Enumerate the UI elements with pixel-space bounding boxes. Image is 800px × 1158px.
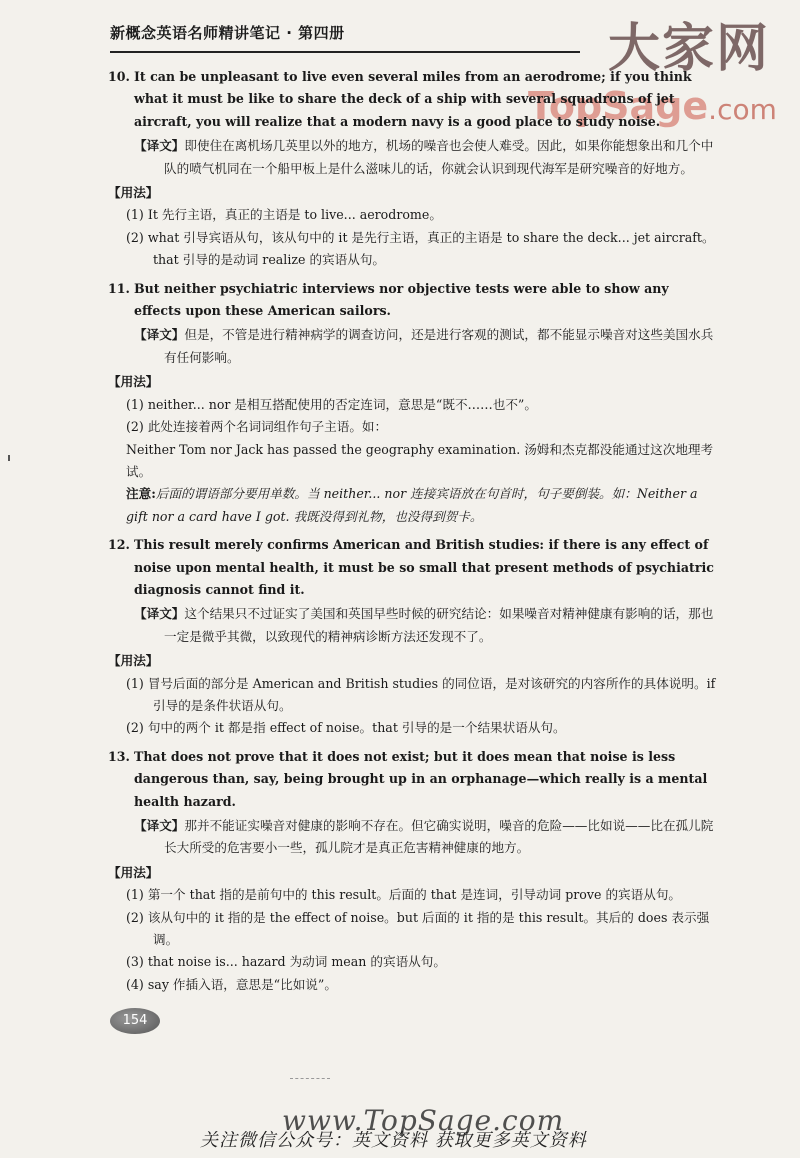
translation-label: 【译文】 (134, 327, 185, 343)
usage-item: (2) 该从句中的 it 指的是 the effect of noise。but 后面的 it 指的是 this result。其后的 does 表示强调。 (126, 909, 710, 948)
watermark-logo-en-text: TopSage (528, 84, 709, 128)
watermark-logo-suffix: .com (708, 93, 777, 126)
scan-mark (8, 455, 10, 461)
usage-heading: 【用法】 (108, 653, 159, 669)
sentence (108, 534, 720, 601)
usage-item: (1) 冒号后面的部分是 American and British studies 的同位语，是对该研究的内容所作的具体说明。if 引导的是条件状语从句。 (126, 675, 716, 713)
usage-item: (2) what 引导宾语从句，该从句中的 it 是先行主语，真正的主语是 to share the deck... jet aircraft。that 引导的是动词 realize 的宾语从句。 (126, 229, 715, 268)
translation-label: 【译文】 (134, 606, 185, 622)
note (126, 483, 720, 528)
divider (290, 1078, 330, 1079)
page-content (108, 66, 720, 996)
sentence-text: That does not prove that it does not exist; but it does mean that noise is less dangerous than, say, being brought up in an orphanage—which really is a mental health hazard. (134, 748, 708, 809)
translation-label: 【译文】 (134, 138, 185, 154)
usage-list (126, 673, 720, 740)
usage-item: (1) 第一个 that 指的是前句中的 this result。后面的 that 是连词，引导动词 prove 的宾语从句。 (126, 887, 682, 903)
translation-text: 这个结果只不过证实了美国和英国早些时候的研究结论：如果噪音对精神健康有影响的话，那也一定是微乎其微，以致现代的精神病诊断方法还发现不了。 (164, 606, 714, 644)
usage-item: (4) say 作插入语，意思是“比如说”。 (126, 976, 337, 992)
sentence-number: 12. (108, 537, 130, 553)
running-header: 新概念英语名师精讲笔记 · 第四册 (110, 22, 580, 53)
usage-item: (2) 此处连接着两个名词词组作句子主语。如： (126, 419, 388, 435)
translation-text: 那并不能证实噪音对健康的影响不存在。但它确实说明，噪音的危险——比如说——比在孤儿院长大所受的危害要小一些，孤儿院才是真正危害精神健康的地方。 (164, 818, 714, 856)
watermark-logo-cn: 大家网 (608, 18, 771, 79)
footer-url: www.TopSage.com (282, 1104, 565, 1137)
note-label: 注意: (126, 486, 156, 502)
translation (134, 135, 720, 180)
sentence-text: This result merely confirms American and British studies: if there is any effect of noise upon mental health, it must be so small that present methods of psychiatric diagnosis cannot find it. (134, 537, 714, 597)
sentence-number: 13. (108, 748, 130, 764)
page-number: 154 (110, 1008, 160, 1034)
usage-heading: 【用法】 (108, 864, 159, 880)
note-text: 后面的谓语部分要用单数。当 neither... nor 连接宾语放在句首时，句子要倒装。如：Neither a gift nor a card have I got. 我既没得到礼物，也没得到贺卡。 (126, 486, 698, 524)
sentence (108, 746, 720, 813)
section-10 (108, 66, 720, 272)
usage-list (126, 884, 720, 996)
translation-label: 【译文】 (134, 818, 185, 833)
usage-item: (1) It 先行主语，真正的主语是 to live... aerodrome。 (126, 207, 442, 223)
translation-text: 但是，不管是进行精神病学的调查访问，还是进行客观的测试，都不能显示噪音对这些美国水兵有任何影响。 (164, 327, 714, 365)
usage-list (126, 394, 720, 439)
translation-text: 即使住在离机场几英里以外的地方，机场的噪音也会使人难受。因此，如果你能想象出和几个中队的喷气机同在一个船甲板上是什么滋味儿的话，你就会认识到现代海军是研究噪音的好地方。 (164, 138, 714, 176)
usage-item: (2) 句中的两个 it 都是指 effect of noise。that 引导的是一个结果状语从句。 (126, 720, 566, 736)
translation (134, 324, 720, 369)
sentence-text: But neither psychiatric interviews nor objective tests were able to show any effects upon these American sailors. (134, 280, 669, 319)
translation (134, 603, 720, 648)
section-12 (108, 534, 720, 740)
usage-item: (3) that noise is... hazard 为动词 mean 的宾语从句。 (126, 954, 446, 970)
translation (134, 815, 720, 860)
section-11 (108, 278, 720, 528)
usage-heading: 【用法】 (108, 185, 159, 201)
usage-item: (1) neither... nor 是相互搭配使用的否定连词，意思是“既不……也不”。 (126, 396, 537, 412)
usage-heading: 【用法】 (108, 374, 159, 390)
usage-list (126, 204, 720, 271)
example-sentence: Neither Tom nor Jack has passed the geography examination. 汤姆和杰克都没能通过这次地理考试。 (126, 441, 714, 479)
sentence (108, 278, 720, 323)
footer-text: 关注微信公众号：英文资料 获取更多英文资料 (200, 1130, 587, 1151)
sentence (108, 66, 720, 133)
sentence-number: 11. (108, 280, 130, 296)
sentence-number: 10. (108, 69, 130, 84)
section-13 (108, 746, 720, 996)
sentence-text: It can be unpleasant to live even several miles from an aerodrome; if you think what it must be like to share the deck of a ship with several squadrons of jet aircraft, you will realize that a modern navy is a good place to study noise. (134, 69, 692, 129)
